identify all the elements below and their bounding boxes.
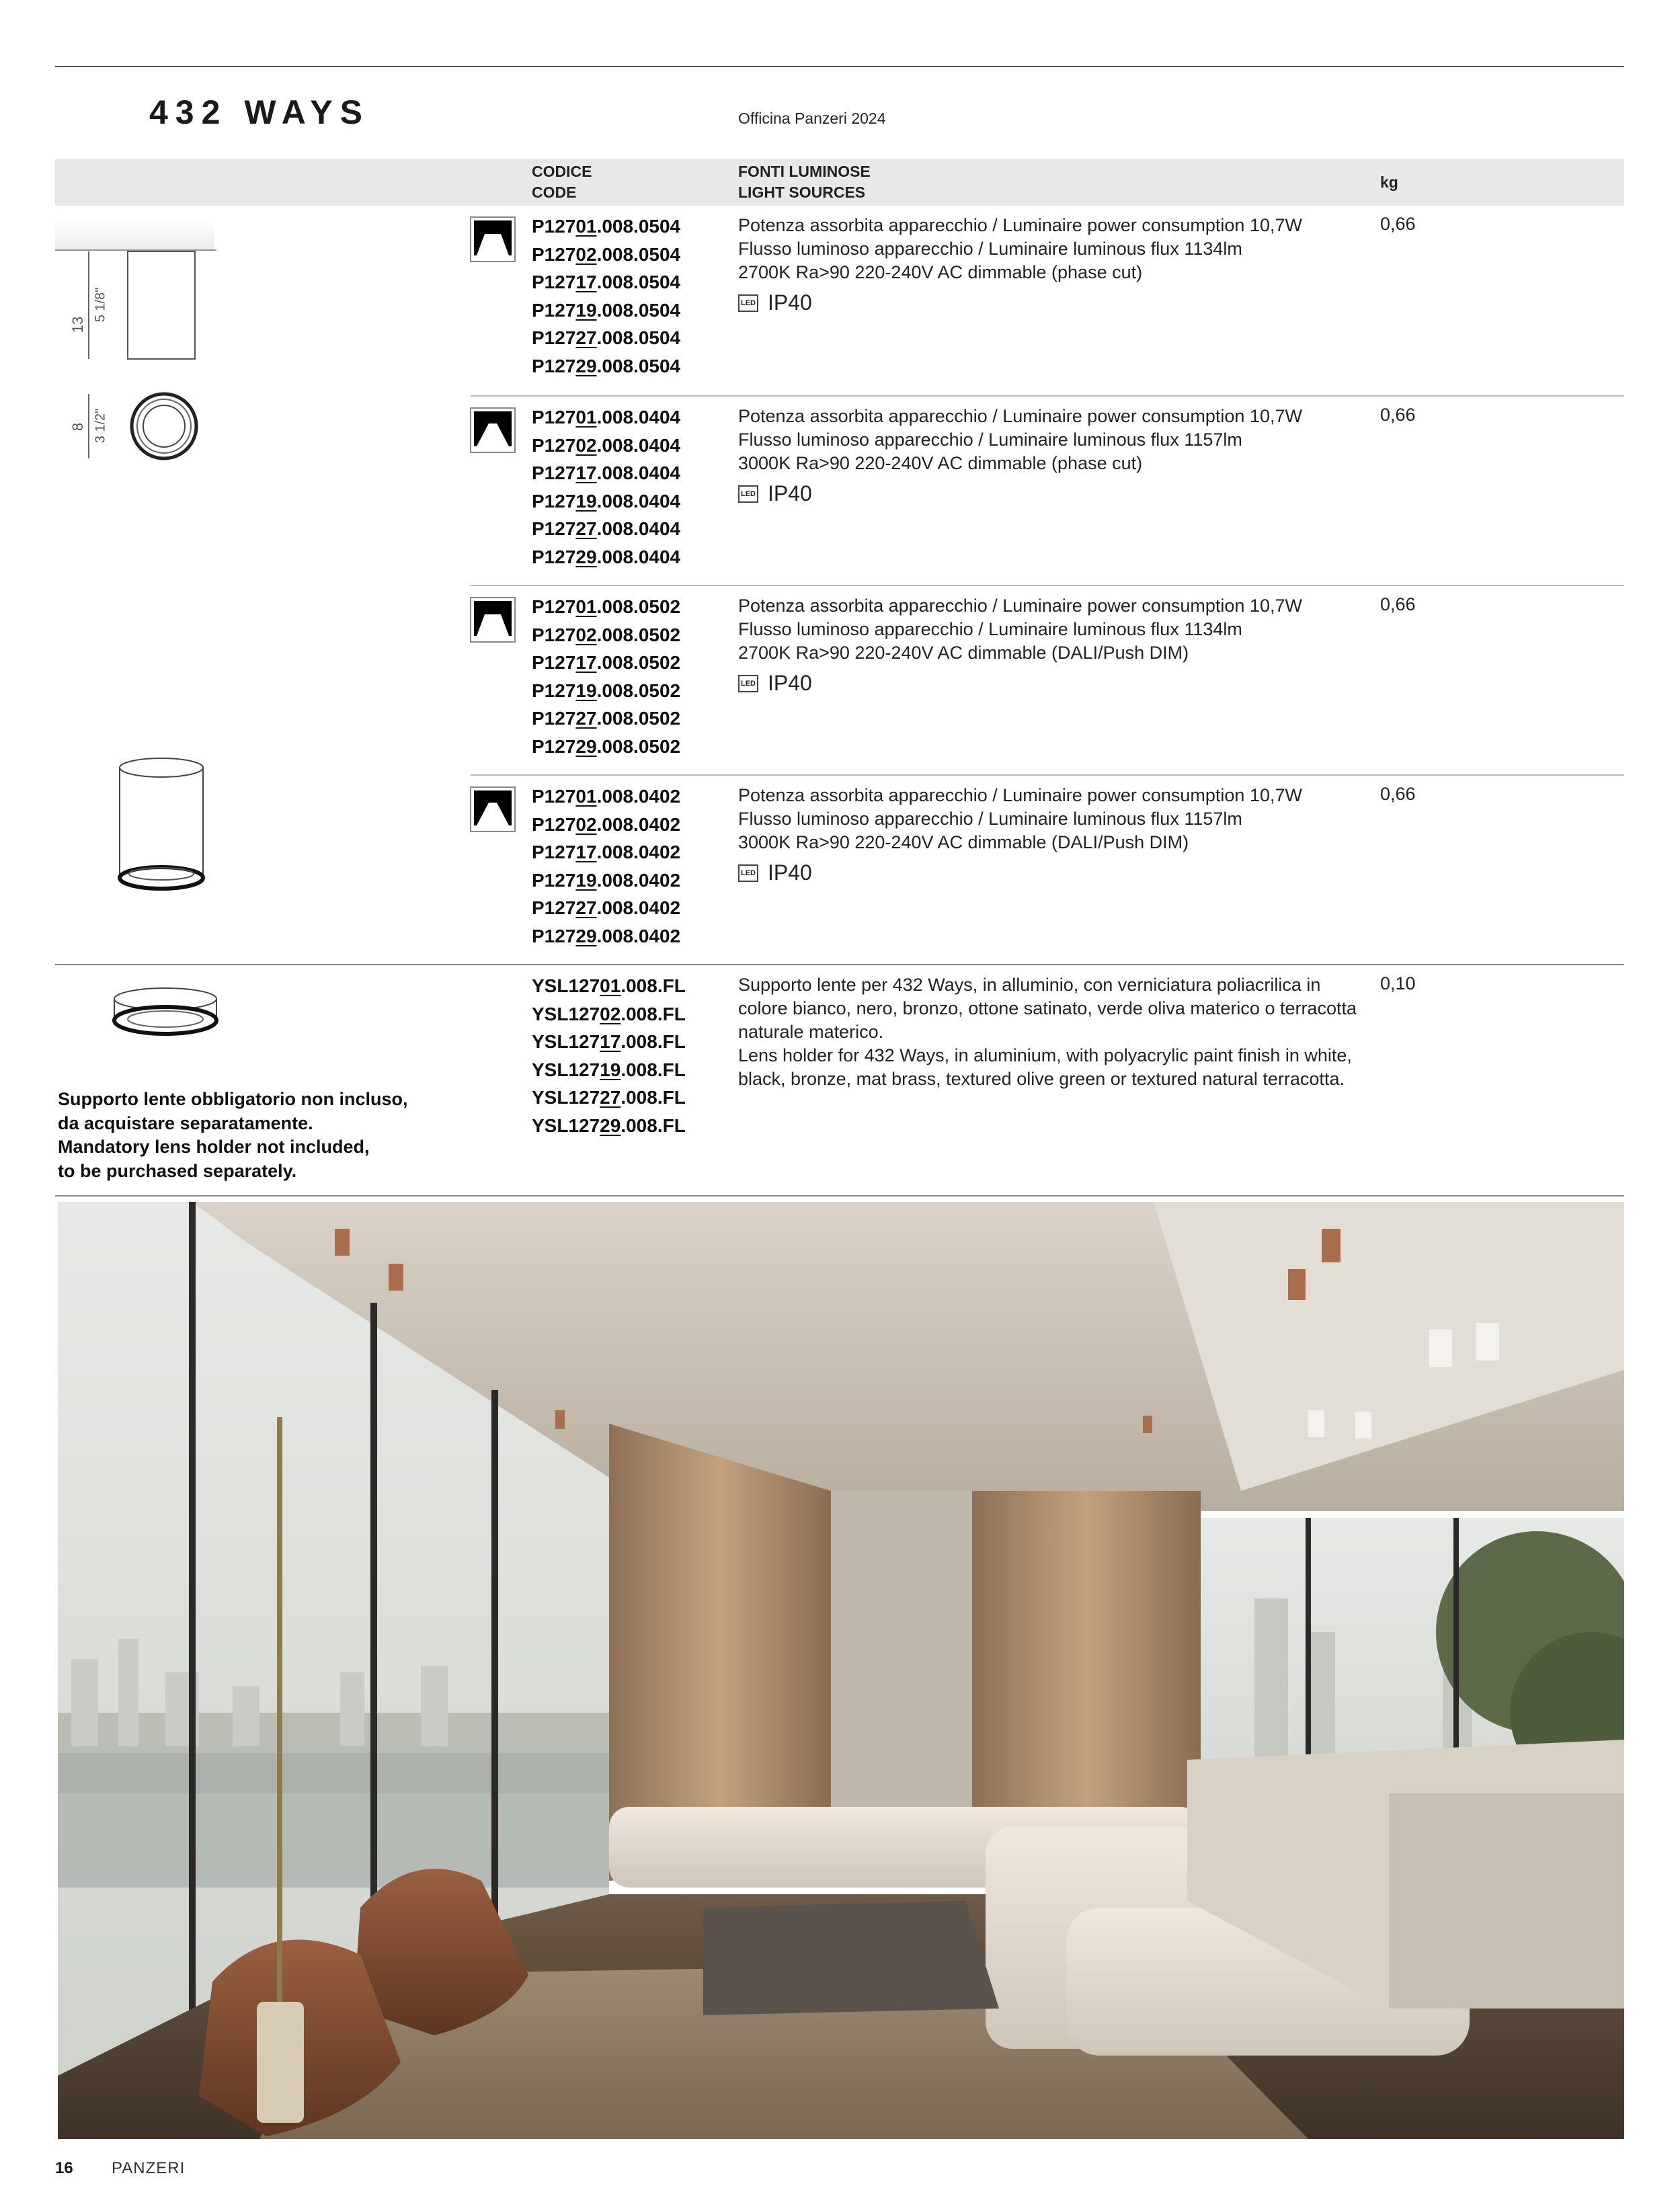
product-code: P12702.008.0504 [532,243,681,265]
led-icon: LED [738,294,758,312]
light-source-1: Potenza assorbita apparecchio / Luminaire power consumption 10,7W Flusso luminoso apparecchio / Luminaire luminous flux 1134lm 2700K Ra>90 220-240V AC dimmable (phase cut) LED IP40 [738,215,1302,315]
code-header: CODICE CODE [532,163,592,201]
height-cm: 13 [69,316,86,333]
product-code: P12729.008.0504 [532,355,681,376]
product-code: P12719.008.0402 [532,869,681,891]
product-title: 432 WAYS [149,93,370,131]
product-code: P12701.008.0404 [532,407,681,428]
section-divider [55,964,1624,965]
page-number: 16 [55,2159,73,2177]
product-code: YSL12719.008.FL [532,1059,686,1080]
led-icon: LED [738,485,758,503]
narrow-beam-icon [470,407,516,453]
product-code: YSL12702.008.FL [532,1003,686,1024]
diameter-in: 3 1/2" [93,408,108,444]
brand-name: PANZERI [112,2159,186,2177]
product-code: P12702.008.0402 [532,813,681,835]
weight-value: 0,66 [1380,594,1416,614]
product-code: P12701.008.0402 [532,786,681,807]
lens-holder-drawing [108,981,229,1049]
product-code: YSL12717.008.FL [532,1031,686,1052]
led-icon: LED [738,864,758,882]
diameter-cm: 8 [69,422,86,432]
light-source-2: Potenza assorbita apparecchio / Luminaire power consumption 10,7W Flusso luminoso apparecchio / Luminaire luminous flux 1157lm 3000K Ra>90 220-240V AC dimmable (phase cut) LED IP40 [738,406,1302,505]
lens-holder-codes [532,972,686,1139]
product-code: P12729.008.0402 [532,925,681,946]
weight-header: kg [1380,173,1398,191]
weight-value: 0,10 [1380,973,1416,993]
interior-photo [58,1202,1624,2139]
product-code: P12719.008.0404 [532,490,681,512]
row-divider [471,395,1624,397]
light-source-4: Potenza assorbita apparecchio / Luminaire power consumption 10,7W Flusso luminoso apparecchio / Luminaire luminous flux 1157lm 3000K Ra>90 220-240V AC dimmable (DALI/Push DIM) LED IP40 [738,785,1302,885]
led-icon: LED [738,675,758,692]
narrow-beam-icon [470,786,516,832]
product-code: P12729.008.0502 [532,735,681,757]
lens-holder-note: Supporto lente obbligatorio non incluso, da acquistare separatamente. Mandatory lens holder not included, to be purchased separately. [58,1089,408,1181]
product-code: YSL12727.008.FL [532,1087,686,1108]
fixture-drawing [114,753,222,907]
height-in: 5 1/8" [93,287,108,323]
ip-rating: IP40 [768,860,812,885]
ip-rating: IP40 [768,671,812,695]
light-source-3: Potenza assorbita apparecchio / Luminaire power consumption 10,7W Flusso luminoso apparecchio / Luminaire luminous flux 1134lm 2700K Ra>90 220-240V AC dimmable (DALI/Push DIM) LED IP40 [738,596,1302,695]
lens-holder-description: Supporto lente per 432 Ways, in alluminio, con verniciatura poliacrilica in colore bianco, nero, bronzo, ottone satinato, verde oliva materico o terracotta naturale materico. Lens holder for 432 Ways, in aluminium, with polyacrylic paint finish in white, black, bronze, mat brass, textured olive green or textured natural terracotta. [738,975,1357,1089]
weight-value: 0,66 [1380,784,1416,804]
wide-beam-icon [470,216,516,262]
code-list-2 [532,403,680,571]
section-divider [55,1195,1624,1197]
code-list-1 [532,212,680,380]
product-code: P12727.008.0502 [532,708,681,729]
catalog-label: Officina Panzeri 2024 [738,110,886,127]
product-code: P12702.008.0404 [532,434,681,456]
product-code: P12717.008.0402 [532,842,681,862]
product-code: P12701.008.0504 [532,216,681,237]
product-code: P12702.008.0502 [532,624,681,645]
wide-beam-icon [470,597,516,643]
weight-value: 0,66 [1380,214,1416,234]
light-source-header: FONTI LUMINOSE LIGHT SOURCES [738,163,871,201]
code-list-4 [532,782,680,950]
product-code: P12719.008.0504 [532,299,681,321]
product-code: P12729.008.0404 [532,546,681,567]
product-code: P12727.008.0404 [532,518,681,539]
product-code: YSL12701.008.FL [532,975,686,996]
product-code: P12719.008.0502 [532,680,681,701]
ip-rating: IP40 [768,481,812,505]
row-divider [471,774,1624,776]
product-code: P12717.008.0504 [532,272,681,292]
product-code: P12717.008.0502 [532,652,681,673]
product-code: P12727.008.0504 [532,327,681,348]
product-code: P12727.008.0402 [532,897,681,918]
weight-value: 0,66 [1380,405,1416,425]
top-rule [55,66,1624,67]
ip-rating: IP40 [768,290,812,315]
code-list-3 [532,593,680,760]
product-code: YSL12729.008.FL [532,1114,686,1136]
product-code: P12717.008.0404 [532,462,681,483]
row-divider [471,585,1624,586]
product-code: P12701.008.0502 [532,596,681,617]
